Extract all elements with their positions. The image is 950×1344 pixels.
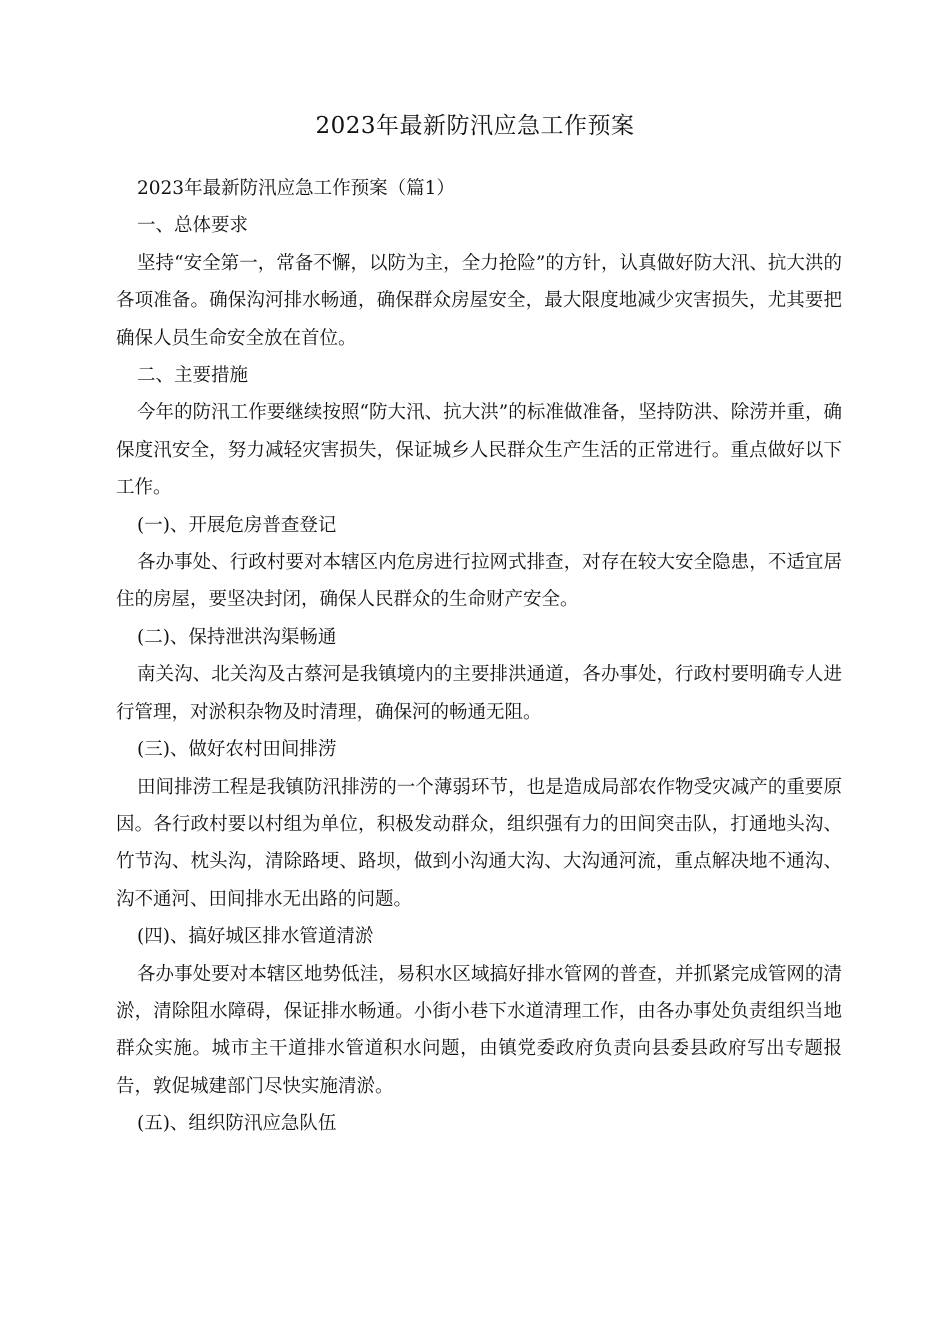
body-paragraph: 田间排涝工程是我镇防汛排涝的一个薄弱环节，也是造成局部农作物受灾减产的重要原因。各行政村要以村组为单位，积极发动群众，组织强有力的田间突击队，打通地头沟、竹节沟、枕头沟，清除路埂、路坝，做到小沟通大沟、大沟通河流，重点解决地不通沟、沟不通河、田间排水无出路的问题。 [116, 776, 842, 910]
section-heading: 二、主要措施 [137, 365, 249, 387]
body-paragraph: 今年的防汛工作要继续按照“防大汛、抗大洪”的标准做准备，坚持防洪、除涝并重，确保度汛安全，努力减轻灾害损失，保证城乡人民群众生产生活的正常进行。重点做好以下工作。 [116, 402, 842, 499]
subsection-heading: (四)、搞好城区排水管道清淤 [137, 926, 374, 948]
body-paragraph: 各办事处要对本辖区地势低洼，易积水区域搞好排水管网的普查，并抓紧完成管网的清淤，清除阻水障碍，保证排水畅通。小街小巷下水道清理工作，由各办事处负责组织当地群众实施。城市主干道排水管道积水问题，由镇党委政府负责向县委县政府写出专题报告，敦促城建部门尽快实施清淤。 [116, 963, 842, 1097]
body-paragraph: 南关沟、北关沟及古蔡河是我镇境内的主要排洪通道，各办事处，行政村要明确专人进行管理，对淤积杂物及时清理，确保河的畅通无阻。 [116, 664, 842, 723]
section-heading: 2023年最新防汛应急工作预案（篇1） [137, 178, 455, 199]
subsection-heading: (五)、组织防汛应急队伍 [137, 1113, 337, 1135]
subsection-heading: (一)、开展危房普查登记 [137, 514, 337, 536]
subsection-heading: (二)、保持泄洪沟渠畅通 [137, 626, 337, 648]
document-title: 2023年最新防汛应急工作预案 [315, 113, 635, 139]
body-paragraph: 各办事处、行政村要对本辖区内危房进行拉网式排查，对存在较大安全隐患，不适宜居住的房屋，要坚决封闭，确保人民群众的生命财产安全。 [116, 552, 842, 611]
body-paragraph: 坚持“安全第一，常备不懈，以防为主，全力抢险”的方针，认真做好防大汛、抗大洪的各项准备。确保沟河排水畅通，确保群众房屋安全，最大限度地减少灾害损失，尤其要把确保人员生命安全放在首位。 [116, 252, 842, 349]
section-heading: 一、总体要求 [137, 215, 249, 237]
document-body [116, 170, 842, 1143]
subsection-heading: (三)、做好农村田间排涝 [137, 739, 337, 761]
